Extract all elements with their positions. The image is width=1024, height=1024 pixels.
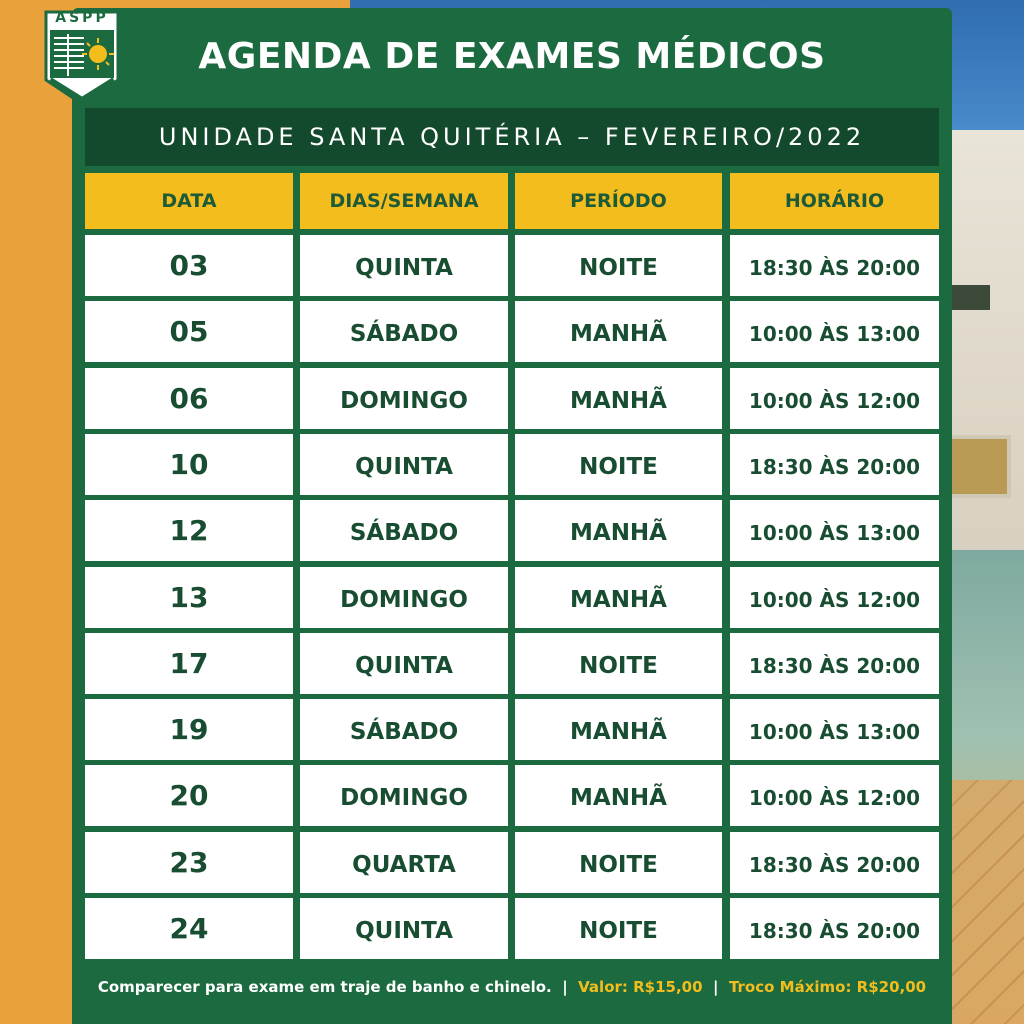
cell-horario: 10:00 ÀS 12:00 <box>730 567 939 628</box>
cell-horario: 10:00 ÀS 12:00 <box>730 765 939 826</box>
cell-periodo: MANHÃ <box>515 368 722 429</box>
cell-data: 12 <box>85 500 293 561</box>
cell-dia-semana: QUARTA <box>300 832 508 893</box>
footer-valor: Valor: R$15,00 <box>578 978 703 996</box>
cell-horario: 18:30 ÀS 20:00 <box>730 434 939 495</box>
cell-dia-semana: QUINTA <box>300 898 508 959</box>
cell-periodo: MANHÃ <box>515 699 722 760</box>
cell-dia-semana: QUINTA <box>300 434 508 495</box>
cell-horario: 18:30 ÀS 20:00 <box>730 235 939 296</box>
cell-dia-semana: QUINTA <box>300 633 508 694</box>
cell-data: 23 <box>85 832 293 893</box>
cell-dia-semana: DOMINGO <box>300 567 508 628</box>
cell-data: 10 <box>85 434 293 495</box>
footer-separator: | <box>713 978 719 996</box>
aspp-logo <box>44 10 120 106</box>
cell-data: 19 <box>85 699 293 760</box>
footer-troco: Troco Máximo: R$20,00 <box>728 978 927 996</box>
cell-horario: 18:30 ÀS 20:00 <box>730 898 939 959</box>
background-door <box>948 435 1011 498</box>
background-tiles <box>945 780 1024 1024</box>
cell-periodo: NOITE <box>515 898 722 959</box>
cell-horario: 10:00 ÀS 13:00 <box>730 699 939 760</box>
cell-data: 17 <box>85 633 293 694</box>
cell-data: 24 <box>85 898 293 959</box>
cell-periodo: MANHÃ <box>515 500 722 561</box>
cell-periodo: NOITE <box>515 434 722 495</box>
footer-separator: | <box>562 978 568 996</box>
cell-dia-semana: SÁBADO <box>300 699 508 760</box>
cell-data: 13 <box>85 567 293 628</box>
cell-horario: 10:00 ÀS 13:00 <box>730 500 939 561</box>
cell-horario: 18:30 ÀS 20:00 <box>730 633 939 694</box>
cell-horario: 18:30 ÀS 20:00 <box>730 832 939 893</box>
background-window <box>950 285 990 310</box>
cell-dia-semana: DOMINGO <box>300 765 508 826</box>
footer-note: Comparecer para exame em traje de banho e chinelo. <box>97 978 552 996</box>
header-horario: HORÁRIO <box>730 173 939 229</box>
cell-periodo: MANHÃ <box>515 567 722 628</box>
cell-periodo: MANHÃ <box>515 301 722 362</box>
cell-data: 20 <box>85 765 293 826</box>
cell-data: 06 <box>85 368 293 429</box>
cell-periodo: NOITE <box>515 633 722 694</box>
cell-periodo: NOITE <box>515 832 722 893</box>
cell-dia-semana: QUINTA <box>300 235 508 296</box>
cell-horario: 10:00 ÀS 12:00 <box>730 368 939 429</box>
subtitle-bar <box>85 108 939 166</box>
header-dias-semana: DIAS/SEMANA <box>300 173 508 229</box>
cell-data: 05 <box>85 301 293 362</box>
page-title: AGENDA DE EXAMES MÉDICOS <box>198 36 826 77</box>
footer <box>72 978 952 996</box>
cell-periodo: NOITE <box>515 235 722 296</box>
cell-dia-semana: SÁBADO <box>300 500 508 561</box>
header-data: DATA <box>85 173 293 229</box>
subtitle: UNIDADE SANTA QUITÉRIA – FEVEREIRO/2022 <box>158 123 866 151</box>
logo-text: ASPP <box>55 10 109 26</box>
cell-periodo: MANHÃ <box>515 765 722 826</box>
cell-data: 03 <box>85 235 293 296</box>
cell-horario: 10:00 ÀS 13:00 <box>730 301 939 362</box>
header-periodo: PERÍODO <box>515 173 722 229</box>
cell-dia-semana: SÁBADO <box>300 301 508 362</box>
cell-dia-semana: DOMINGO <box>300 368 508 429</box>
